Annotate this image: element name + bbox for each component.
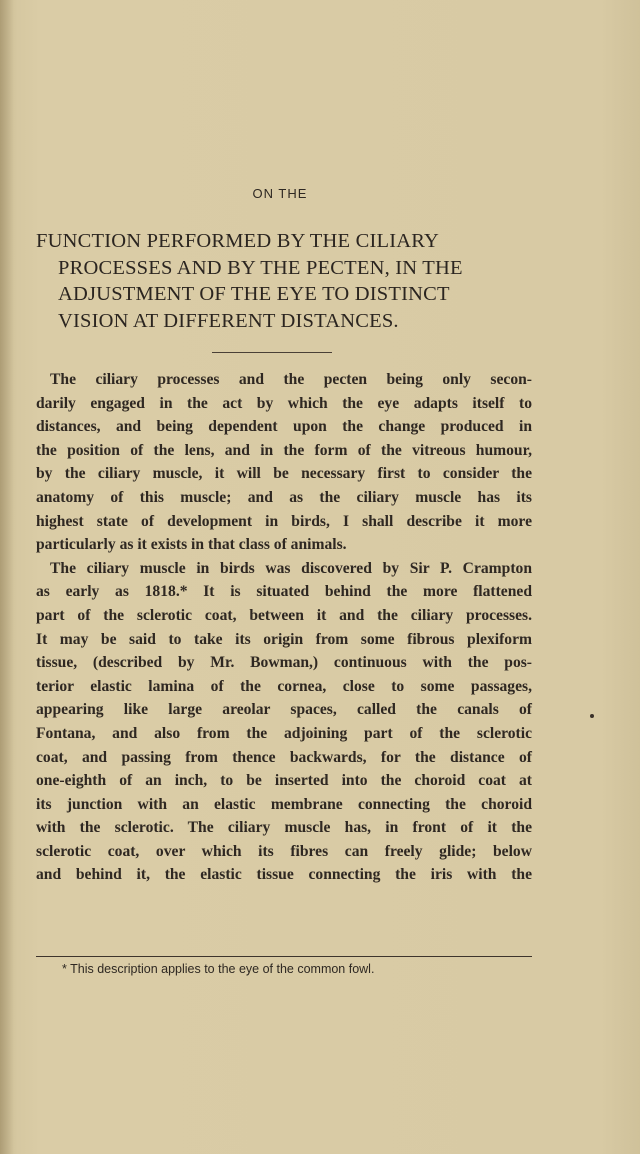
text-line: as early as 1818.* It is situated behind the more flattened <box>36 583 532 601</box>
footnote-divider <box>36 956 532 957</box>
footnote: * This description applies to the eye of the common fowl. <box>62 962 375 976</box>
text-line: Fontana, and also from the adjoining part of the sclerotic <box>36 724 532 742</box>
text-line: distances, and being dependent upon the change produced in <box>36 418 532 436</box>
title-line: PROCESSES AND BY THE PECTEN, IN THE <box>58 256 463 279</box>
text-line: darily engaged in the act by which the eye adapts itself to <box>36 394 532 412</box>
text-line: by the ciliary muscle, it will be necessary first to consider the <box>36 465 532 483</box>
gutter-shadow <box>0 0 14 1154</box>
text-line: appearing like large areolar spaces, called the canals of <box>36 701 532 719</box>
text-line: The ciliary muscle in birds was discovered by Sir P. Crampton <box>50 559 532 577</box>
text-line: the position of the lens, and in the form of the vitreous humour, <box>36 441 532 459</box>
text-line: terior elastic lamina of the cornea, close to some passages, <box>36 677 532 695</box>
text-line: highest state of development in birds, I shall describe it more <box>36 512 532 530</box>
chapter-title <box>36 228 536 334</box>
ink-speck <box>590 714 594 718</box>
text-line: its junction with an elastic membrane connecting the choroid <box>36 795 532 813</box>
text-line: part of the sclerotic coat, between it and the ciliary processes. <box>36 606 532 624</box>
text-line: anatomy of this muscle; and as the ciliary muscle has its <box>36 488 532 506</box>
text-line: particularly as it exists in that class of animals. <box>36 536 347 554</box>
running-head: ON THE <box>252 186 308 201</box>
text-line: The ciliary processes and the pecten being only secon- <box>50 371 532 388</box>
title-line: ADJUSTMENT OF THE EYE TO DISTINCT <box>58 283 450 305</box>
text-line: coat, and passing from thence backwards, for the distance of <box>36 748 532 766</box>
text-line: tissue, (described by Mr. Bowman,) continuous with the pos- <box>36 654 532 672</box>
body-text <box>36 368 532 887</box>
text-line: and behind it, the elastic tissue connecting the iris with the <box>36 866 532 884</box>
text-line: with the sclerotic. The ciliary muscle has, in front of it the <box>36 819 532 837</box>
title-line: FUNCTION PERFORMED BY THE CILIARY <box>36 230 439 252</box>
text-line: one-eighth of an inch, to be inserted into the choroid coat at <box>36 772 532 790</box>
text-line: It may be said to take its origin from some fibrous plexiform <box>36 630 532 648</box>
text-line: sclerotic coat, over which its fibres can freely glide; below <box>36 842 532 860</box>
title-line: VISION AT DIFFERENT DISTANCES. <box>58 309 399 332</box>
title-divider <box>212 352 332 353</box>
